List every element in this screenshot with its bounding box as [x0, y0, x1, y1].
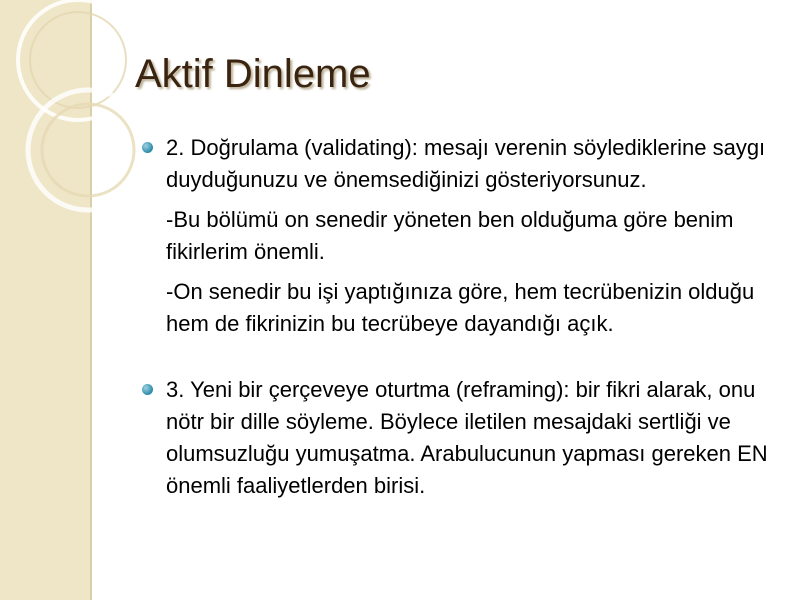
bullet-text: 2. Doğrulama (validating): mesajı verenin söylediklerine saygı duyduğunuzu ve önemsediğinizi gösteriyorsunuz.: [166, 135, 766, 192]
slide-body: [140, 132, 790, 502]
slide-title: Aktif Dinleme: [135, 52, 371, 96]
bullet-icon: [142, 384, 153, 395]
sub-paragraph: -Bu bölümü on senedir yöneten ben olduğuma göre benim fikirlerim önemli.: [166, 207, 734, 264]
bullet-text: 3. Yeni bir çerçeveye oturtma (reframing): bir fikri alarak, onu nötr bir dille söyleme. Böylece iletilen mesajdaki sertliği ve olumsuzluğu yumuşatma. Arabulucunun yapması gereken EN önemli faaliyetlerden birisi.: [166, 377, 768, 498]
sub-paragraph: -On senedir bu işi yaptığınıza göre, hem tecrübenizin olduğu hem de fikrinizin bu tecrübeye dayandığı açık.: [166, 279, 755, 336]
bullet-item: [140, 132, 790, 196]
bullet-icon: [142, 142, 153, 153]
bullet-item: [140, 374, 790, 502]
decorative-circles-icon: [0, 0, 140, 230]
